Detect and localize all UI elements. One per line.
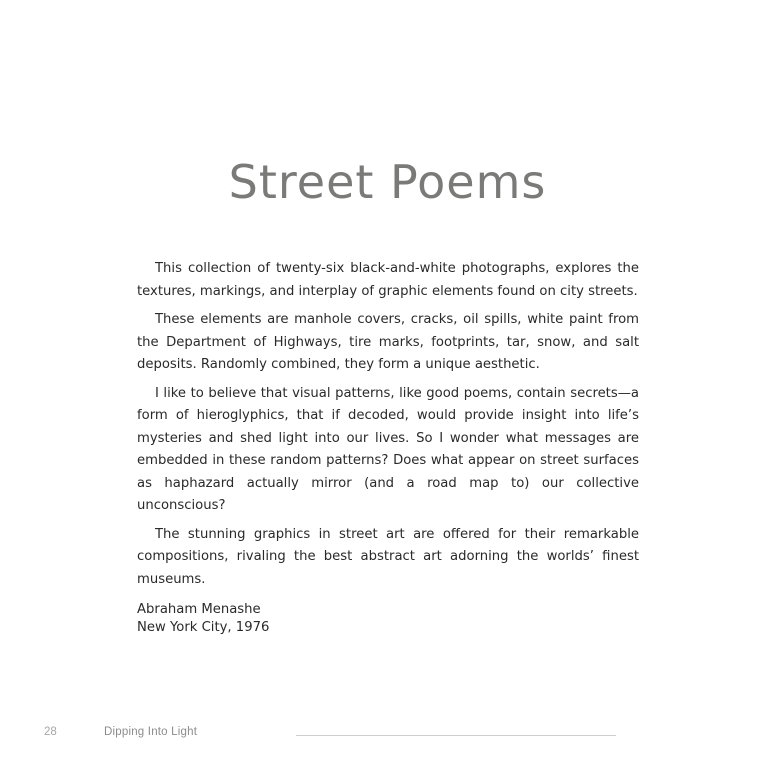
- paragraph-3: I like to believe that visual patterns, like good poems, contain secrets—a form of hieroglyphics, that if decoded, would provide insight into life’s mysteries and shed light into our lives. So I wonder what messages are embedded in these random patterns? Does what appear on street surfaces as haphazard actually mirror (and a road map to) our collective unconscious?: [137, 385, 639, 513]
- paragraph-4: The stunning graphics in street art are offered for their remarkable compositions, rivaling the best abstract art adorning the worlds’ finest museums.: [137, 526, 639, 587]
- place-date: New York City, 1976: [137, 620, 270, 635]
- body-text: [137, 258, 639, 637]
- signature: [137, 601, 639, 637]
- page-footer: [0, 726, 775, 746]
- page-number: 28: [44, 726, 57, 738]
- footer-divider: [296, 735, 616, 736]
- page-title: Street Poems: [228, 155, 547, 209]
- paragraph-2: These elements are manhole covers, cracks, oil spills, white paint from the Department of Highways, tire marks, footprints, tar, snow, and salt deposits. Randomly combined, they form a unique aesthetic.: [137, 312, 639, 372]
- author-name: Abraham Menashe: [137, 602, 261, 617]
- paragraph-1: This collection of twenty-six black-and-white photographs, explores the textures, markings, and interplay of graphic elements found on city streets.: [137, 261, 639, 299]
- running-title: Dipping Into Light: [104, 726, 198, 738]
